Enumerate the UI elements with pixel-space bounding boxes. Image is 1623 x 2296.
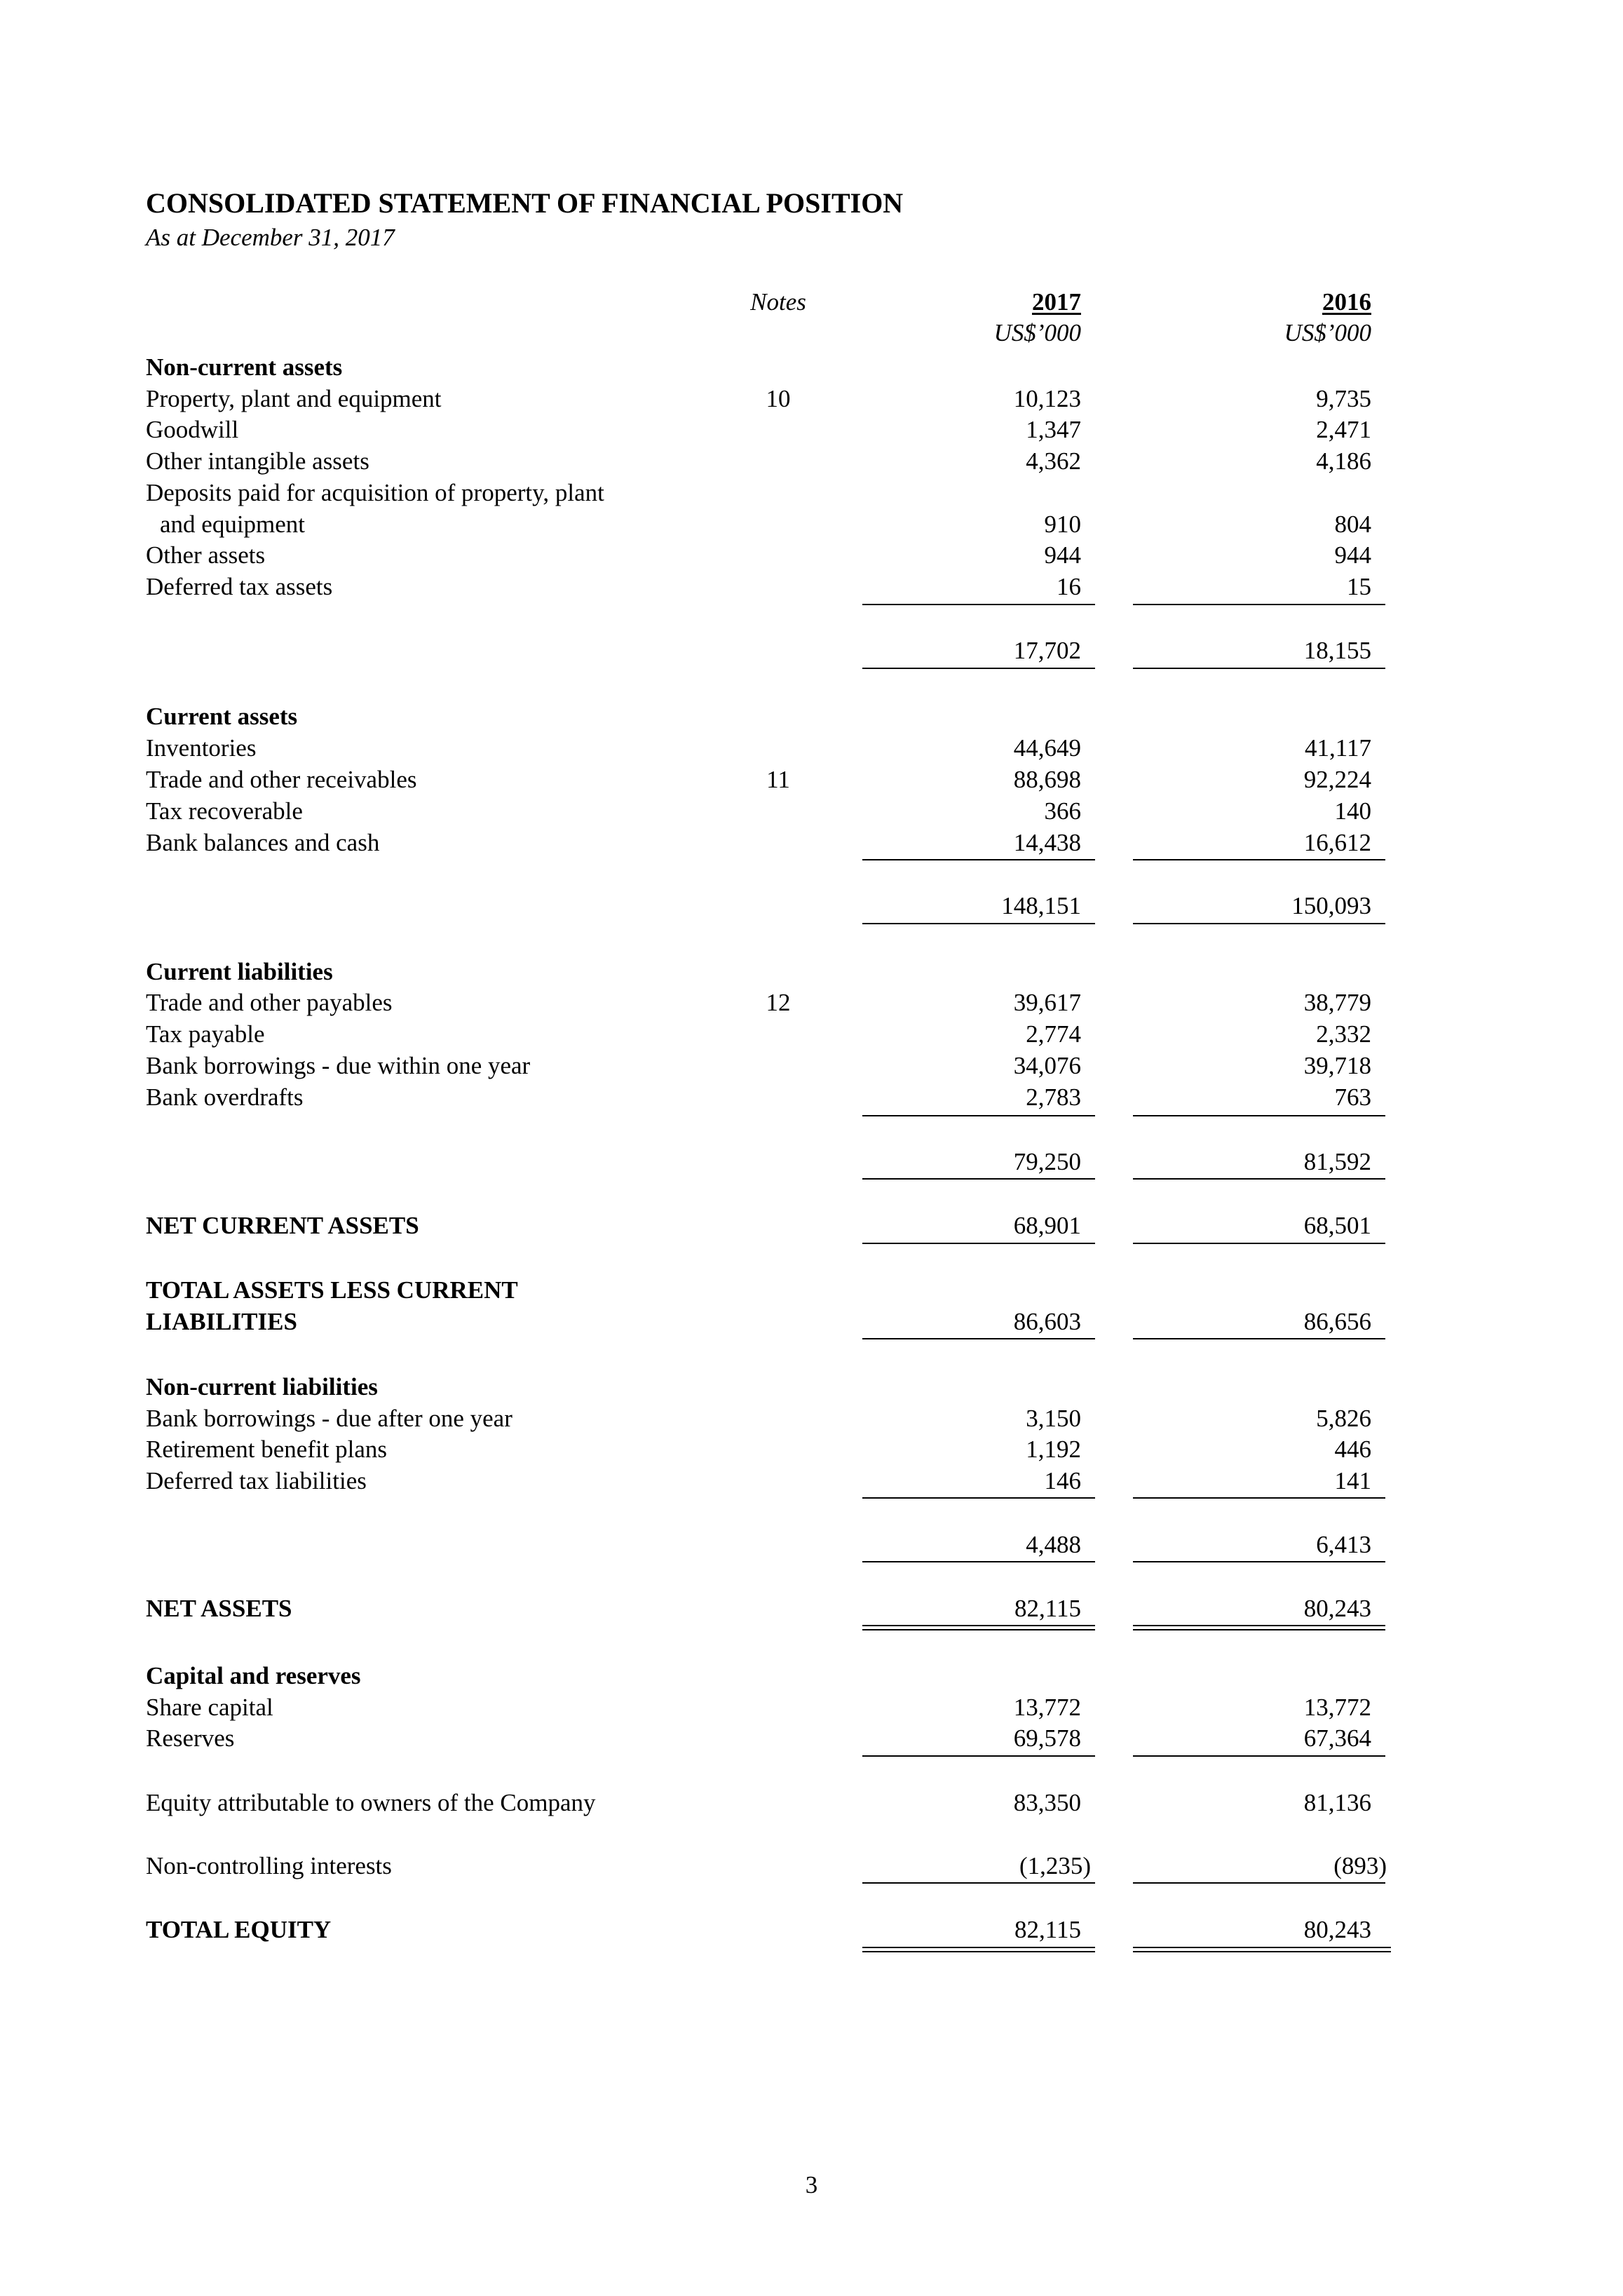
total-rule — [862, 1243, 1095, 1244]
table-row — [0, 1434, 1623, 1465]
row-label: and equipment — [160, 511, 306, 538]
value-2016: 140 — [1334, 797, 1371, 825]
row-label: Current liabilities — [146, 958, 333, 985]
value-2016: 67,364 — [1303, 1724, 1371, 1752]
value-2017: 2,783 — [1026, 1083, 1081, 1111]
table-row — [0, 764, 1623, 795]
value-2016: 86,656 — [1303, 1308, 1371, 1335]
table-row — [0, 987, 1623, 1018]
row-label: Inventories — [146, 734, 257, 762]
value-2017: 82,115 — [1014, 1595, 1081, 1622]
row-label: Goodwill — [146, 416, 239, 443]
double-rule — [1133, 1947, 1391, 1952]
section-heading — [0, 701, 1623, 732]
total-rule — [862, 1338, 1095, 1339]
table-row — [0, 540, 1623, 571]
table-row — [0, 828, 1623, 858]
value-2016: 38,779 — [1303, 989, 1371, 1016]
value-2016: 804 — [1334, 511, 1371, 538]
table-row — [0, 1082, 1623, 1113]
row-note: 11 — [766, 766, 790, 793]
value-2017: 86,603 — [1013, 1308, 1081, 1335]
subtotal-rule — [1133, 1497, 1385, 1499]
table-row — [0, 1403, 1623, 1434]
total-rule — [1133, 668, 1385, 669]
value-2017: 10,123 — [1013, 385, 1081, 412]
total-rule — [862, 1178, 1095, 1180]
non-controlling-row — [0, 1851, 1623, 1882]
section-heading — [0, 1275, 1623, 1306]
row-label: Capital and reserves — [146, 1662, 361, 1689]
row-label: Deferred tax liabilities — [146, 1467, 367, 1494]
value-2016: 80,243 — [1303, 1916, 1371, 1943]
table-row — [0, 1723, 1623, 1754]
subtotal-rule — [862, 1755, 1095, 1757]
total-rule — [1133, 1338, 1385, 1339]
value-2016: 446 — [1334, 1436, 1371, 1463]
total-rule — [1133, 1561, 1385, 1562]
subtotal-rule — [862, 1115, 1095, 1116]
table-row — [0, 572, 1623, 602]
value-2017: 68,901 — [1013, 1212, 1081, 1239]
table-row — [0, 1692, 1623, 1723]
value-2017: 3,150 — [1026, 1405, 1081, 1432]
value-2017: 39,617 — [1013, 989, 1081, 1016]
subtotal-row — [0, 1529, 1623, 1560]
section-heading — [0, 352, 1623, 383]
subtotal-rule — [1133, 1755, 1385, 1757]
value-2016: 92,224 — [1303, 766, 1371, 793]
net-assets-row — [0, 1593, 1623, 1624]
row-label: Bank borrowings - due within one year — [146, 1052, 531, 1079]
value-2016: 944 — [1334, 541, 1371, 569]
value-2016: 4,186 — [1316, 447, 1371, 475]
page-number: 3 — [805, 2171, 818, 2199]
value-2017: 44,649 — [1013, 734, 1081, 762]
subtotal-row — [0, 635, 1623, 666]
row-label: Deposits paid for acquisition of property, plant — [146, 479, 604, 506]
subtotal-row — [0, 891, 1623, 921]
value-2016: 2,471 — [1316, 416, 1371, 443]
row-note: 12 — [766, 989, 791, 1016]
year-2017-header: 2017 — [1032, 288, 1081, 316]
equity-owners-row — [0, 1788, 1623, 1818]
subtotal-rule — [1133, 604, 1385, 605]
section-heading — [0, 957, 1623, 987]
subtotal-row — [0, 1147, 1623, 1177]
row-label: Non-current assets — [146, 353, 343, 381]
row-label: NET CURRENT ASSETS — [146, 1212, 419, 1239]
total-rule — [862, 923, 1095, 924]
row-note: 10 — [766, 385, 791, 412]
unit-2016-header: US$’000 — [1284, 319, 1371, 346]
total-rule — [1133, 1243, 1385, 1244]
subtotal-rule — [862, 604, 1095, 605]
row-label: Tax recoverable — [146, 797, 303, 825]
total-equity-row — [0, 1915, 1623, 1945]
year-2016-header: 2016 — [1322, 288, 1371, 316]
value-2017: 16 — [1057, 573, 1081, 600]
section-heading — [0, 1372, 1623, 1403]
notes-column-header: Notes — [750, 288, 806, 316]
double-rule — [1133, 1625, 1385, 1630]
double-rule — [862, 1625, 1095, 1630]
value-2016: 16,612 — [1303, 829, 1371, 856]
value-2017: 4,362 — [1026, 447, 1081, 475]
value-2017: 148,151 — [1001, 892, 1081, 919]
value-2017: 13,772 — [1013, 1694, 1081, 1721]
value-2017: 14,438 — [1013, 829, 1081, 856]
total-rule — [862, 1561, 1095, 1562]
value-2016: 18,155 — [1303, 637, 1371, 664]
value-2016: 9,735 — [1316, 385, 1371, 412]
table-row — [0, 1019, 1623, 1050]
subtotal-rule — [862, 1882, 1095, 1884]
row-label: Other assets — [146, 541, 266, 569]
value-2017: 2,774 — [1026, 1020, 1081, 1048]
table-row — [0, 414, 1623, 445]
row-label: Share capital — [146, 1694, 273, 1721]
row-label: Bank overdrafts — [146, 1083, 304, 1111]
row-label: Reserves — [146, 1724, 235, 1752]
row-label: Non-controlling interests — [146, 1852, 392, 1879]
table-row — [0, 384, 1623, 414]
value-2017: 17,702 — [1013, 637, 1081, 664]
subtotal-rule — [862, 859, 1095, 860]
unit-2017-header: US$’000 — [993, 319, 1081, 346]
value-2017: 944 — [1044, 541, 1081, 569]
statement-title: CONSOLIDATED STATEMENT OF FINANCIAL POSITION — [146, 187, 904, 219]
value-2016: 39,718 — [1303, 1052, 1371, 1079]
value-2016: 5,826 — [1316, 1405, 1371, 1432]
row-label: Property, plant and equipment — [146, 385, 442, 412]
table-row — [0, 733, 1623, 764]
value-2016: 13,772 — [1303, 1694, 1371, 1721]
row-label: TOTAL ASSETS LESS CURRENT — [146, 1276, 518, 1304]
table-row — [0, 446, 1623, 477]
value-2017: 146 — [1044, 1467, 1081, 1494]
value-2016: 41,117 — [1305, 734, 1371, 762]
value-2016: 81,592 — [1303, 1148, 1371, 1175]
value-2017: 83,350 — [1013, 1789, 1081, 1816]
row-label: Bank borrowings - due after one year — [146, 1405, 512, 1432]
row-label: LIABILITIES — [146, 1308, 297, 1335]
net-current-assets-row — [0, 1210, 1623, 1241]
value-2016: 68,501 — [1303, 1212, 1371, 1239]
subtotal-rule — [1133, 1115, 1385, 1116]
row-label: TOTAL EQUITY — [146, 1916, 332, 1943]
row-label: NET ASSETS — [146, 1595, 292, 1622]
value-2017: 1,192 — [1026, 1436, 1081, 1463]
statement-date: As at December 31, 2017 — [146, 224, 395, 251]
value-2017: 79,250 — [1013, 1148, 1081, 1175]
value-2017: 1,347 — [1026, 416, 1081, 443]
value-2016: 81,136 — [1303, 1789, 1371, 1816]
table-row — [0, 1466, 1623, 1497]
value-2017: 4,488 — [1026, 1531, 1081, 1558]
subtotal-rule — [862, 1497, 1095, 1499]
subtotal-rule — [1133, 859, 1385, 860]
total-rule — [862, 668, 1095, 669]
row-label: Equity attributable to owners of the Company — [146, 1789, 596, 1816]
value-2017: 69,578 — [1013, 1724, 1081, 1752]
section-heading — [0, 1661, 1623, 1691]
row-label: Non-current liabilities — [146, 1373, 378, 1400]
row-label: Current assets — [146, 703, 298, 730]
value-2016: 141 — [1334, 1467, 1371, 1494]
subtotal-rule — [1133, 1882, 1385, 1884]
value-2016: 80,243 — [1303, 1595, 1371, 1622]
table-row — [0, 509, 1623, 540]
value-2017: (1,235) — [1019, 1852, 1091, 1879]
value-2017: 910 — [1044, 511, 1081, 538]
row-label: Trade and other receivables — [146, 766, 417, 793]
row-label: Other intangible assets — [146, 447, 369, 475]
row-label: Deferred tax assets — [146, 573, 333, 600]
value-2017: 82,115 — [1014, 1916, 1081, 1943]
double-rule — [862, 1947, 1095, 1952]
value-2017: 88,698 — [1013, 766, 1081, 793]
row-label: Retirement benefit plans — [146, 1436, 388, 1463]
table-row — [0, 478, 1623, 508]
row-label: Bank balances and cash — [146, 829, 380, 856]
total-assets-less-cl-row — [0, 1306, 1623, 1337]
value-2016: 2,332 — [1316, 1020, 1371, 1048]
value-2016: 15 — [1347, 573, 1371, 600]
value-2016: 150,093 — [1291, 892, 1371, 919]
row-label: Tax payable — [146, 1020, 265, 1048]
row-label: Trade and other payables — [146, 989, 393, 1016]
total-rule — [1133, 1178, 1385, 1180]
value-2016: (893) — [1333, 1852, 1387, 1879]
value-2017: 366 — [1044, 797, 1081, 825]
value-2016: 6,413 — [1316, 1531, 1371, 1558]
value-2017: 34,076 — [1013, 1052, 1081, 1079]
total-rule — [1133, 923, 1385, 924]
table-row — [0, 1051, 1623, 1081]
value-2016: 763 — [1334, 1083, 1371, 1111]
table-row — [0, 796, 1623, 827]
